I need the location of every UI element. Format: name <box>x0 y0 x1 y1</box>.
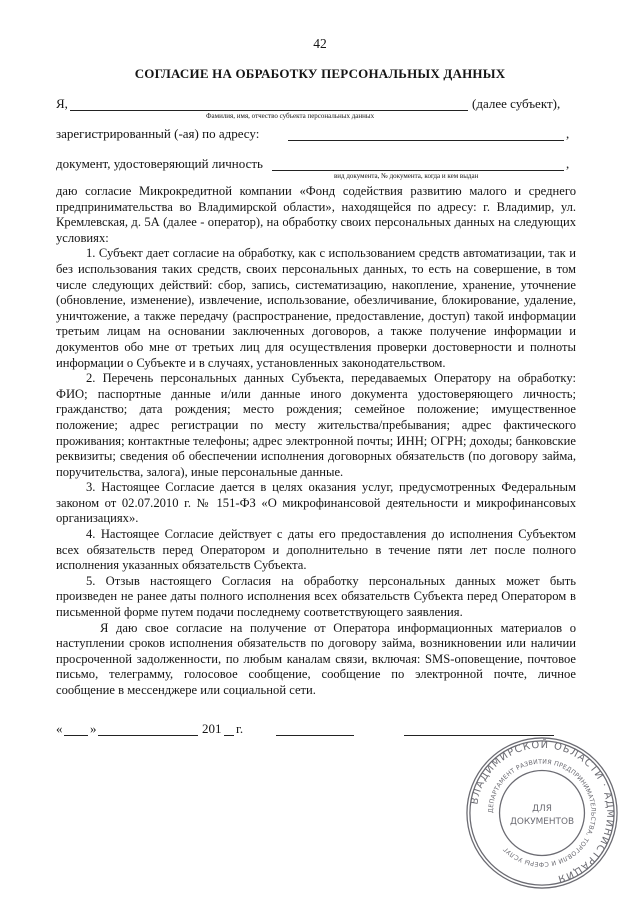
clause-4: 4. Настоящее Согласие действует с даты его предоставления до исполнения Субъектом всех обязательств перед Оператором и дополнительно в течение пяти лет после полного исполнения указанных обязательств Субъекта. <box>56 527 576 573</box>
notification-consent: Я даю свое согласие на получение от Оператора информационных материалов о наступлении сроков исполнения обязательств по договору займа, возникновении или наличии просроченной задолженности, по любым каналам связи, включая: SMS-оповещение, почтовое письмо, телеграмму, голосовое сообщение, сообщение по электронной почте, личное сообщение в мессенджере или социальной сети. <box>56 620 576 697</box>
document-title: СОГЛАСИЕ НА ОБРАБОТКУ ПЕРСОНАЛЬНЫХ ДАННЫХ <box>134 66 506 81</box>
year-suffix: г. <box>236 721 244 736</box>
day-field[interactable] <box>64 721 88 736</box>
date-quote-close: » <box>90 721 97 736</box>
address-field[interactable] <box>288 126 564 141</box>
clause-5: 5. Отзыв настоящего Согласия на обработку персональных данных может быть произведен не ранее даты полного исполнения всех обязательств Субъекта перед Оператором в письменной форме путем подачи последнему соответствующего заявления. <box>56 573 576 620</box>
document-line <box>56 156 576 180</box>
date-quote-open: « <box>56 721 63 736</box>
year-prefix: 201 <box>202 721 222 736</box>
stamp-inner-text: ДЕПАРТАМЕНТ РАЗВИТИЯ ПРЕДПРИНИМАТЕЛЬСТВА, ТОРГОВЛИ И СФЕРЫ УСЛУГ <box>487 758 597 868</box>
document-field[interactable] <box>272 156 564 171</box>
stamp-center-line1: ДЛЯ <box>532 804 552 815</box>
subject-name-field[interactable] <box>70 96 468 111</box>
address-end: , <box>566 126 570 141</box>
clause-1: 1. Субъект дает согласие на обработку, как с использованием средств автоматизации, так и без использования таких средств, своих персональных данных, то есть на совершение, в том числе следующих действий: сбор, запись, систематизацию, накопление, хранение, уточнение (обновление, изменение), извлечение, использование, обезличивание, блокирование, удаление, уничтожение, а также передачу (распространение, предоставление, доступ) такой информации третьим лицам на основании заключенных договоров, а также получение информации и документов обо мне от третьих лиц для осуществления проверки достоверности и полноты информации о Субъекте и в случаях, установленных законодательством. <box>56 246 576 370</box>
subject-prefix: Я, <box>56 96 68 111</box>
stamp-center-line2: ДОКУМЕНТОВ <box>509 816 575 827</box>
clause-2: 2. Перечень персональных данных Субъекта, передаваемых Оператору на обработку: ФИО; паспортные данные и/или данные иного документа удостоверяющего личность; гражданство; дата рождения; место рождения; семейное положение; имущественное положение; адрес регистрации по месту жительства/пребывания; адрес фактического проживания; контактные телефоны; адрес электронной почты; ИНН; ОГРН; доходы; банковские реквизиты; сведения об обеспечении исполнения договорных обязательств (по договору займа, поручительства, залога), иные персональные данные. <box>56 371 576 479</box>
department-stamp <box>463 734 621 892</box>
address-label: зарегистрированный (-ая) по адресу: <box>56 126 260 141</box>
document-end: , <box>566 156 570 171</box>
document-label: документ, удостоверяющий личность <box>56 156 263 171</box>
consent-body <box>56 184 576 699</box>
clause-3: 3. Настоящее Согласие дается в целях оказания услуг, предусмотренных Федеральным законом от 02.07.2010 г. № 151-ФЗ «О микрофинансовой деятельности и микрофинансовых организациях». <box>56 480 576 526</box>
year-field[interactable] <box>224 721 234 736</box>
subject-suffix: (далее субъект), <box>472 96 561 111</box>
month-field[interactable] <box>98 721 198 736</box>
signature-field[interactable] <box>276 721 354 736</box>
page-number: 42 <box>313 36 327 51</box>
stamp-outer-text: ВЛАДИМИРСКОЙ ОБЛАСТИ · АДМИНИСТРАЦИЯ <box>469 739 616 885</box>
intro-paragraph: даю согласие Микрокредитной компании «Фонд содействия развитию малого и среднего предпринимательства во Владимирской области», находящейся по адресу: г. Владимир, ул. Кремлевская, д. 5А (далее - оператор), на обработку своих персональных данных на следующих условиях: <box>56 184 576 245</box>
document-caption: вид документа, № документа, когда и кем выдан <box>334 172 479 180</box>
subject-caption: Фамилия, имя, отчество субъекта персональных данных <box>206 112 375 120</box>
subject-line <box>56 96 576 120</box>
address-line <box>56 126 576 142</box>
